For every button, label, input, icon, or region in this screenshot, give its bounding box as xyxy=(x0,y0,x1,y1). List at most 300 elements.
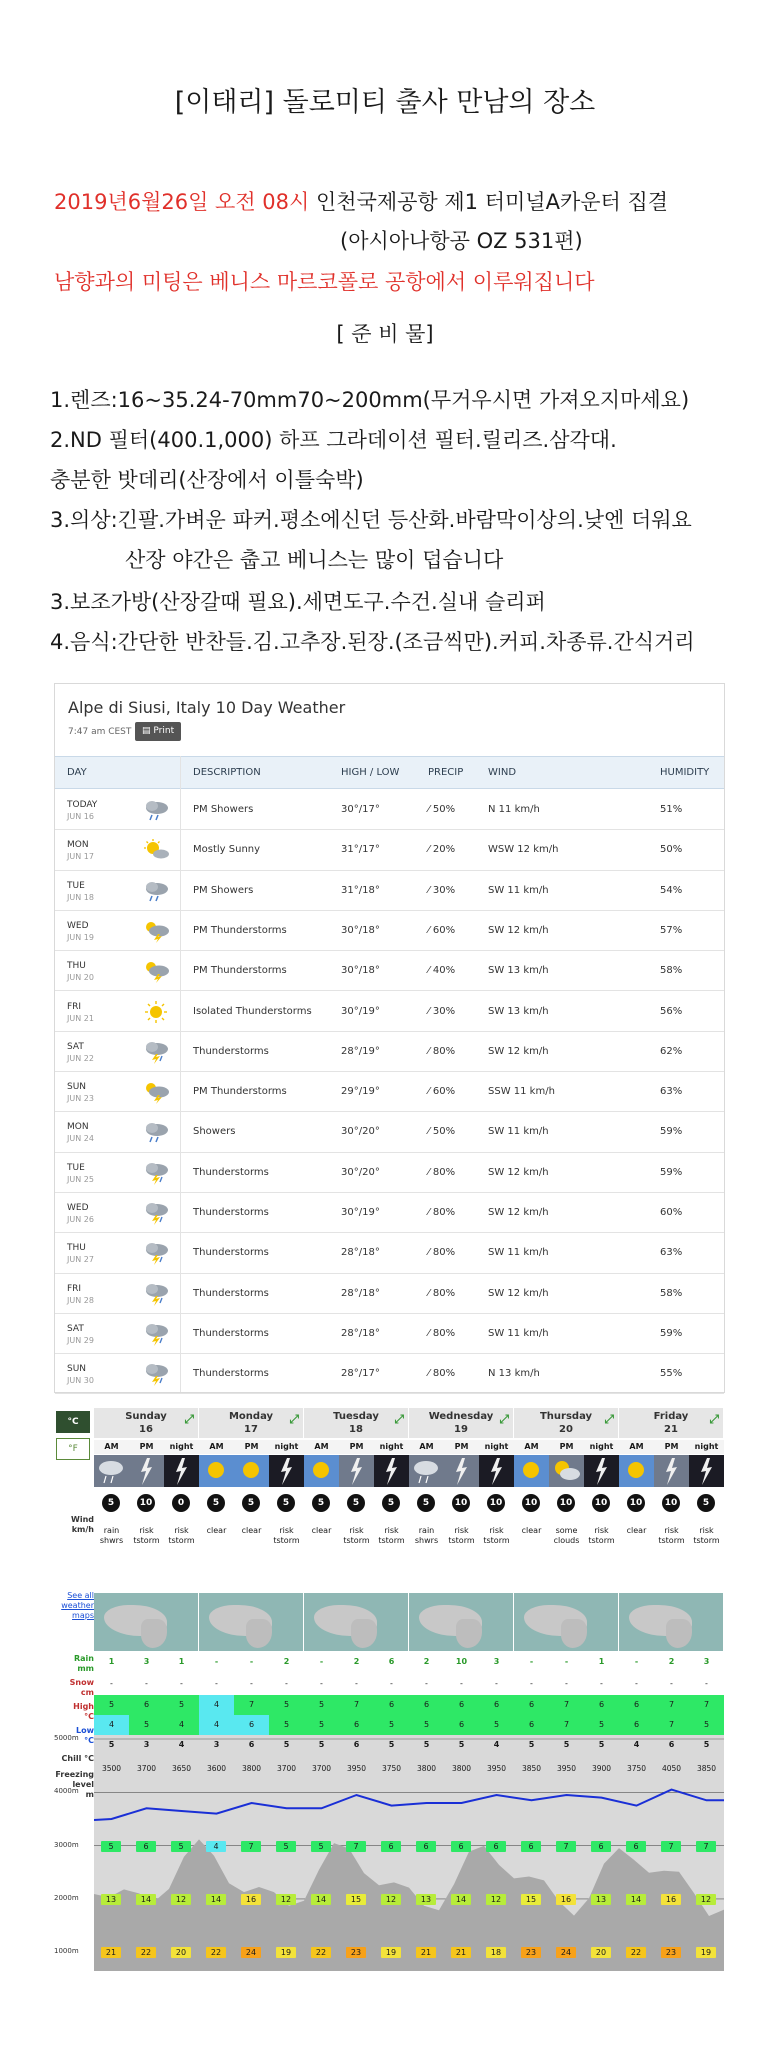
expand-icon[interactable]: ⤢ xyxy=(394,1412,404,1426)
weather-summary: clear xyxy=(241,1526,262,1535)
low-temp-value: 7 xyxy=(549,1715,584,1735)
table-row[interactable] xyxy=(55,1314,724,1354)
row-high-low: 28°/17° xyxy=(341,1368,380,1380)
lightning-icon xyxy=(654,1455,689,1487)
rain-value: - xyxy=(214,1657,219,1666)
snow-value: - xyxy=(215,1679,218,1688)
band_1000: 19 xyxy=(696,1947,716,1958)
chill-label: Chill °C xyxy=(61,1754,94,1763)
row-humidity: 51% xyxy=(660,804,683,815)
band_3000: 6 xyxy=(591,1841,611,1852)
row-description: PM Thunderstorms xyxy=(193,965,287,977)
high-temp-label: High °C xyxy=(73,1702,94,1721)
row-high-low: 29°/19° xyxy=(341,1086,380,1098)
low-temp-value: 5 xyxy=(304,1715,339,1735)
chill-value: 5 xyxy=(388,1740,395,1749)
expand-icon[interactable]: ⤢ xyxy=(289,1412,299,1426)
fahrenheit-toggle[interactable]: °F xyxy=(56,1438,90,1460)
weather-summary: risk tstorm xyxy=(273,1526,300,1545)
low-temp-value: 5 xyxy=(374,1715,409,1735)
raindrop-icon: ⁄ xyxy=(428,1045,430,1057)
freezing-level-value: 3700 xyxy=(276,1764,297,1773)
wind-speed-badge: 10 xyxy=(522,1494,540,1512)
low-temp-value: 5 xyxy=(129,1715,164,1735)
freezing-level-value: 3700 xyxy=(136,1764,157,1773)
prep-item: 4.음식:간단한 반찬들.김.고추장.된장.(조금씩만).커피.차종류.간식거리 xyxy=(50,630,695,654)
high-temp-value: 5 xyxy=(269,1695,304,1715)
print-label: Print xyxy=(153,726,175,736)
row-description: Thunderstorms xyxy=(193,1247,269,1259)
snow-value: - xyxy=(705,1679,708,1688)
row-wind: SW 12 km/h xyxy=(488,1045,549,1057)
weather-summary: some clouds xyxy=(553,1526,580,1545)
header-description[interactable]: DESCRIPTION xyxy=(193,767,261,778)
row-description: Thunderstorms xyxy=(193,1045,269,1057)
table-row[interactable] xyxy=(55,1112,724,1152)
day-header[interactable]: Tuesday 18 ⤢ xyxy=(304,1408,409,1438)
snow-value: - xyxy=(495,1679,498,1688)
snow-value: - xyxy=(670,1679,673,1688)
rain-label: Rain mm xyxy=(74,1654,94,1673)
row-high-low: 30°/18° xyxy=(341,924,380,936)
table-row[interactable] xyxy=(55,871,724,911)
row-wind: SW 13 km/h xyxy=(488,1005,549,1017)
time-slot-label: night xyxy=(374,1440,409,1454)
header-wind[interactable]: WIND xyxy=(488,767,517,778)
prep-item: 3.의상:긴팔.가벼운 파커.평소에신던 등산화.바람막이상의.낮엔 더워요 xyxy=(50,508,692,532)
forecast-grid xyxy=(54,1408,724,1971)
high-temp-value: 6 xyxy=(374,1695,409,1715)
row-high-low: 28°/18° xyxy=(341,1287,380,1299)
band_3000: 7 xyxy=(696,1841,716,1852)
prep-item: 산장 야간은 춥고 베니스는 많이 덥습니다 xyxy=(125,548,504,572)
prep-item: 3.보조가방(산장갈때 필요).세면도구.수건.실내 슬리퍼 xyxy=(50,590,546,614)
wind-speed-badge: 5 xyxy=(417,1494,435,1512)
row-humidity: 55% xyxy=(660,1368,683,1380)
table-row[interactable] xyxy=(55,992,724,1032)
row-precip: ⁄ 80% xyxy=(428,1045,456,1057)
row-wind: SW 11 km/h xyxy=(488,1327,549,1339)
chill-value: 5 xyxy=(283,1740,290,1749)
lightning-icon xyxy=(479,1455,514,1487)
weather-summary: risk tstorm xyxy=(378,1526,405,1545)
row-precip: ⁄ 50% xyxy=(428,1126,456,1138)
band_1000: 23 xyxy=(521,1947,541,1958)
time-slot-label: AM xyxy=(514,1440,549,1454)
raindrop-icon: ⁄ xyxy=(428,1287,430,1299)
altitude-axis-label: 2000m xyxy=(54,1893,79,1902)
band_3000: 6 xyxy=(381,1841,401,1852)
day-header[interactable]: Friday 21 ⤢ xyxy=(619,1408,724,1438)
high-temp-value: 5 xyxy=(164,1695,199,1715)
wind-label: Wind km/h xyxy=(71,1515,94,1534)
row-description: PM Showers xyxy=(193,804,254,815)
snow-value: - xyxy=(460,1679,463,1688)
sun-icon xyxy=(514,1455,549,1487)
weather-summary: risk tstorm xyxy=(693,1526,720,1545)
row-wind: SW 12 km/h xyxy=(488,1287,549,1299)
table-row[interactable] xyxy=(55,830,724,870)
band_1000: 22 xyxy=(206,1947,226,1958)
altitude-axis-label: 5000m xyxy=(54,1734,79,1742)
chill-value: 5 xyxy=(528,1740,535,1749)
band_3000: 6 xyxy=(626,1841,646,1852)
band_1000: 18 xyxy=(486,1947,506,1958)
row-humidity: 57% xyxy=(660,924,683,936)
freezing-level-value: 3500 xyxy=(101,1764,122,1773)
rain-value: 2 xyxy=(423,1657,430,1666)
lightning-icon xyxy=(269,1455,304,1487)
row-humidity: 50% xyxy=(660,844,683,856)
low-temp-value: 5 xyxy=(584,1715,619,1735)
prep-header: [ 준 비 물] xyxy=(336,322,434,346)
weather-map-thumbnail[interactable] xyxy=(409,1593,513,1651)
table-row[interactable] xyxy=(55,911,724,951)
band_3000: 7 xyxy=(346,1841,366,1852)
cloud-rain-icon xyxy=(141,879,171,903)
sun-icon xyxy=(141,1000,171,1024)
freezing-level-value: 3850 xyxy=(696,1764,717,1773)
weather-map-thumbnail[interactable] xyxy=(619,1593,723,1651)
rain-value: 2 xyxy=(668,1657,675,1666)
band_2000: 14 xyxy=(206,1894,226,1905)
altitude-axis-label: 4000m xyxy=(54,1787,79,1796)
flight-info: (아시아나항공 OZ 531편) xyxy=(340,229,583,253)
prep-item: 2.ND 필터(400.1,000) 하프 그라데이션 필터.릴리즈.삼각대. xyxy=(50,428,617,452)
header-high-low[interactable]: HIGH / LOW xyxy=(341,767,400,778)
time-slot-label: AM xyxy=(94,1440,129,1454)
cloud-rain-icon xyxy=(409,1455,444,1487)
meeting-note: 남향과의 미팅은 베니스 마르코폴로 공항에서 이루워집니다 xyxy=(54,270,595,294)
weather-summary: clear xyxy=(311,1526,332,1535)
band_3000: 7 xyxy=(556,1841,576,1852)
lightning-icon xyxy=(164,1455,199,1487)
sun-icon xyxy=(234,1455,269,1487)
raindrop-icon: ⁄ xyxy=(428,965,430,977)
band_2000: 12 xyxy=(276,1894,296,1905)
wind-speed-badge: 10 xyxy=(627,1494,645,1512)
band_3000: 5 xyxy=(101,1841,121,1852)
lightning-icon xyxy=(444,1455,479,1487)
freezing-level-value: 3750 xyxy=(626,1764,647,1773)
table-row[interactable] xyxy=(55,1032,724,1072)
cloud-rain-icon xyxy=(141,798,171,822)
row-day: MON JUN 24 xyxy=(67,1122,94,1144)
band_2000: 12 xyxy=(486,1894,506,1905)
sun-cloud-icon xyxy=(549,1455,584,1487)
raindrop-icon: ⁄ xyxy=(428,804,430,815)
storm-icon xyxy=(141,1362,171,1386)
weather-summary: rain shwrs xyxy=(99,1526,124,1545)
wind-speed-badge: 10 xyxy=(592,1494,610,1512)
rain-value: - xyxy=(634,1657,639,1666)
wind-speed-badge: 5 xyxy=(277,1494,295,1512)
freezing-level-value: 4050 xyxy=(661,1764,682,1773)
band_2000: 13 xyxy=(591,1894,611,1905)
print-button[interactable] xyxy=(135,722,181,741)
time-slot-label: PM xyxy=(444,1440,479,1454)
row-wind: SW 11 km/h xyxy=(488,1247,549,1259)
row-description: PM Thunderstorms xyxy=(193,924,287,936)
row-description: PM Showers xyxy=(193,884,254,896)
table-row[interactable] xyxy=(55,1354,724,1394)
wind-speed-badge: 5 xyxy=(207,1494,225,1512)
weather-summary: clear xyxy=(206,1526,227,1535)
row-precip: ⁄ 80% xyxy=(428,1327,456,1339)
row-wind: SW 12 km/h xyxy=(488,1207,549,1218)
chill-value: 3 xyxy=(143,1740,150,1749)
sun-icon xyxy=(199,1455,234,1487)
header-day[interactable]: DAY xyxy=(67,767,87,778)
band_3000: 7 xyxy=(661,1841,681,1852)
raindrop-icon: ⁄ xyxy=(428,1126,430,1138)
row-description: Thunderstorms xyxy=(193,1368,269,1380)
high-temp-value: 7 xyxy=(689,1695,724,1715)
raindrop-icon: ⁄ xyxy=(428,1086,430,1098)
forecast-row-labels xyxy=(54,1408,94,1971)
raindrop-icon: ⁄ xyxy=(428,1166,430,1178)
time-slot-label: PM xyxy=(654,1440,689,1454)
row-precip: ⁄ 30% xyxy=(428,1005,456,1017)
raindrop-icon: ⁄ xyxy=(428,844,430,856)
low-temp-value: 4 xyxy=(164,1715,199,1735)
weather-map-thumbnail[interactable] xyxy=(304,1593,408,1651)
header-precip[interactable]: PRECIP xyxy=(428,767,464,778)
wind-speed-badge: 5 xyxy=(697,1494,715,1512)
band_3000: 6 xyxy=(136,1841,156,1852)
meeting-place: 인천국제공항 제1 터미널A카운터 집결 xyxy=(309,190,669,214)
band_1000: 22 xyxy=(626,1947,646,1958)
band_2000: 16 xyxy=(241,1894,261,1905)
snow-value: - xyxy=(530,1679,533,1688)
raindrop-icon: ⁄ xyxy=(428,884,430,896)
prep-item: 충분한 밧데리(산장에서 이틀숙박) xyxy=(50,468,364,492)
row-wind: WSW 12 km/h xyxy=(488,844,559,856)
row-day: TUE JUN 25 xyxy=(67,1162,94,1184)
table-row[interactable] xyxy=(55,951,724,991)
row-high-low: 30°/17° xyxy=(341,804,380,815)
chill-value: 4 xyxy=(493,1740,500,1749)
expand-icon[interactable]: ⤢ xyxy=(709,1412,719,1426)
row-high-low: 30°/19° xyxy=(341,1207,380,1218)
table-row[interactable] xyxy=(55,790,724,830)
band_3000: 4 xyxy=(206,1841,226,1852)
band_2000: 15 xyxy=(521,1894,541,1905)
rain-value: - xyxy=(249,1657,254,1666)
lightning-icon xyxy=(339,1455,374,1487)
freezing-level-value: 3800 xyxy=(241,1764,262,1773)
low-temp-label: Low °C xyxy=(76,1726,94,1745)
freezing-level-line xyxy=(94,1790,724,1820)
row-description: Thunderstorms xyxy=(193,1287,269,1299)
wind-speed-badge: 10 xyxy=(452,1494,470,1512)
freezing-level-value: 3700 xyxy=(311,1764,332,1773)
weather-summary: risk tstorm xyxy=(588,1526,615,1545)
band_1000: 20 xyxy=(591,1947,611,1958)
freezing-level-value: 3850 xyxy=(521,1764,542,1773)
day-header[interactable]: Thursday 20 ⤢ xyxy=(514,1408,619,1438)
time-slot-label: PM xyxy=(339,1440,374,1454)
band_1000: 22 xyxy=(136,1947,156,1958)
high-temp-value: 5 xyxy=(304,1695,339,1715)
high-temp-value: 6 xyxy=(444,1695,479,1715)
raindrop-icon: ⁄ xyxy=(428,1368,430,1380)
time-slot-label: night xyxy=(689,1440,724,1454)
weather-map-thumbnail[interactable] xyxy=(514,1593,618,1651)
snow-value: - xyxy=(600,1679,603,1688)
row-humidity: 63% xyxy=(660,1086,683,1098)
header-humidity[interactable]: HUMIDITY xyxy=(660,767,710,778)
cloud-rain-icon xyxy=(94,1455,129,1487)
weather-summary: rain shwrs xyxy=(414,1526,439,1545)
high-temp-value: 7 xyxy=(339,1695,374,1715)
altitude-axis-label: 3000m xyxy=(54,1840,79,1849)
storm-icon xyxy=(141,1322,171,1346)
rain-value: - xyxy=(564,1657,569,1666)
table-row[interactable] xyxy=(55,1193,724,1233)
row-high-low: 28°/18° xyxy=(341,1327,380,1339)
band_2000: 16 xyxy=(661,1894,681,1905)
table-row[interactable] xyxy=(55,1153,724,1193)
expand-icon[interactable]: ⤢ xyxy=(604,1412,614,1426)
chill-value: 5 xyxy=(108,1740,115,1749)
weather-summary: risk tstorm xyxy=(448,1526,475,1545)
raindrop-icon: ⁄ xyxy=(428,1005,430,1017)
snow-value: - xyxy=(635,1679,638,1688)
weather-maps-link[interactable]: See all weather maps xyxy=(61,1591,94,1620)
row-precip: ⁄ 80% xyxy=(428,1207,456,1218)
sun-icon xyxy=(619,1455,654,1487)
band_3000: 6 xyxy=(486,1841,506,1852)
chill-value: 5 xyxy=(598,1740,605,1749)
high-temp-value: 7 xyxy=(549,1695,584,1715)
row-day: FRI JUN 28 xyxy=(67,1283,94,1305)
snow-value: - xyxy=(425,1679,428,1688)
row-humidity: 54% xyxy=(660,884,683,896)
band_1000: 21 xyxy=(416,1947,436,1958)
low-temp-value: 5 xyxy=(689,1715,724,1735)
row-high-low: 30°/20° xyxy=(341,1126,380,1138)
row-humidity: 58% xyxy=(660,965,683,977)
high-temp-value: 6 xyxy=(409,1695,444,1715)
time-slot-label: AM xyxy=(199,1440,234,1454)
rain-value: - xyxy=(529,1657,534,1666)
low-temp-value: 5 xyxy=(269,1715,304,1735)
day-header[interactable]: Monday 17 ⤢ xyxy=(199,1408,304,1438)
weather-map-thumbnail[interactable] xyxy=(94,1593,198,1651)
chill-value: 4 xyxy=(178,1740,185,1749)
rain-value: 1 xyxy=(108,1657,115,1666)
lightning-icon xyxy=(689,1455,724,1487)
row-high-low: 30°/19° xyxy=(341,1005,380,1017)
day-header[interactable]: Sunday 16 ⤢ xyxy=(94,1408,199,1438)
freezing-level-value: 3600 xyxy=(206,1764,227,1773)
row-day: TUE JUN 18 xyxy=(67,880,94,902)
table-row[interactable] xyxy=(55,1233,724,1273)
band_1000: 20 xyxy=(171,1947,191,1958)
raindrop-icon: ⁄ xyxy=(428,1207,430,1218)
band_3000: 7 xyxy=(241,1841,261,1852)
lightning-icon xyxy=(374,1455,409,1487)
snow-value: - xyxy=(110,1679,113,1688)
ten-day-weather-panel xyxy=(54,683,725,1393)
band_3000: 5 xyxy=(311,1841,331,1852)
wind-speed-badge: 10 xyxy=(487,1494,505,1512)
band_1000: 23 xyxy=(346,1947,366,1958)
lightning-icon xyxy=(129,1455,164,1487)
freezing-level-value: 3800 xyxy=(416,1764,437,1773)
row-description: Showers xyxy=(193,1126,236,1138)
row-day: MON JUN 17 xyxy=(67,840,94,862)
table-row[interactable] xyxy=(55,1072,724,1112)
rain-value: 3 xyxy=(703,1657,710,1666)
weather-table-header xyxy=(55,756,724,789)
band_2000: 14 xyxy=(626,1894,646,1905)
row-wind: SW 12 km/h xyxy=(488,924,549,936)
row-description: Thunderstorms xyxy=(193,1207,269,1218)
row-precip: ⁄ 50% xyxy=(428,804,456,815)
row-humidity: 59% xyxy=(660,1327,683,1339)
high-temp-value: 6 xyxy=(129,1695,164,1715)
row-precip: ⁄ 30% xyxy=(428,884,456,896)
table-row[interactable] xyxy=(55,1274,724,1314)
row-high-low: 31°/18° xyxy=(341,884,380,896)
rain-value: 2 xyxy=(353,1657,360,1666)
wind-speed-badge: 5 xyxy=(347,1494,365,1512)
storm-icon xyxy=(141,1201,171,1225)
band_1000: 21 xyxy=(451,1947,471,1958)
time-slot-label: night xyxy=(269,1440,304,1454)
freezing-level-value: 3950 xyxy=(346,1764,367,1773)
expand-icon[interactable]: ⤢ xyxy=(499,1412,509,1426)
row-precip: ⁄ 60% xyxy=(428,1086,456,1098)
time-slot-label: AM xyxy=(619,1440,654,1454)
chill-value: 6 xyxy=(353,1740,360,1749)
expand-icon[interactable]: ⤢ xyxy=(184,1412,194,1426)
low-temp-value: 6 xyxy=(339,1715,374,1735)
row-day: TODAY JUN 16 xyxy=(67,800,98,821)
celsius-toggle[interactable]: °C xyxy=(56,1411,90,1433)
high-temp-value: 6 xyxy=(514,1695,549,1715)
day-header[interactable]: Wednesday 19 ⤢ xyxy=(409,1408,514,1438)
weather-map-thumbnail[interactable] xyxy=(199,1593,303,1651)
band_3000: 5 xyxy=(276,1841,296,1852)
band_3000: 6 xyxy=(416,1841,436,1852)
band_1000: 24 xyxy=(556,1947,576,1958)
band_2000: 12 xyxy=(696,1894,716,1905)
weather-summary: risk tstorm xyxy=(168,1526,195,1545)
rain-value: 10 xyxy=(455,1657,468,1666)
row-day: FRI JUN 21 xyxy=(67,1001,94,1023)
high-temp-value: 6 xyxy=(584,1695,619,1715)
wind-speed-badge: 10 xyxy=(662,1494,680,1512)
time-slot-label: PM xyxy=(549,1440,584,1454)
time-slot-label: PM xyxy=(234,1440,269,1454)
row-precip: ⁄ 20% xyxy=(428,844,456,856)
low-temp-value: 4 xyxy=(94,1715,129,1735)
lightning-icon xyxy=(584,1455,619,1487)
time-slot-label: night xyxy=(584,1440,619,1454)
wind-speed-badge: 0 xyxy=(172,1494,190,1512)
weather-time: 7:47 am CEST xyxy=(68,727,132,737)
band_2000: 15 xyxy=(346,1894,366,1905)
row-wind: SW 12 km/h xyxy=(488,1166,549,1178)
row-day: WED JUN 19 xyxy=(67,920,94,942)
wind-speed-badge: 5 xyxy=(312,1494,330,1512)
row-humidity: 59% xyxy=(660,1166,683,1178)
freezing-level-value: 3750 xyxy=(381,1764,402,1773)
wind-speed-badge: 10 xyxy=(137,1494,155,1512)
